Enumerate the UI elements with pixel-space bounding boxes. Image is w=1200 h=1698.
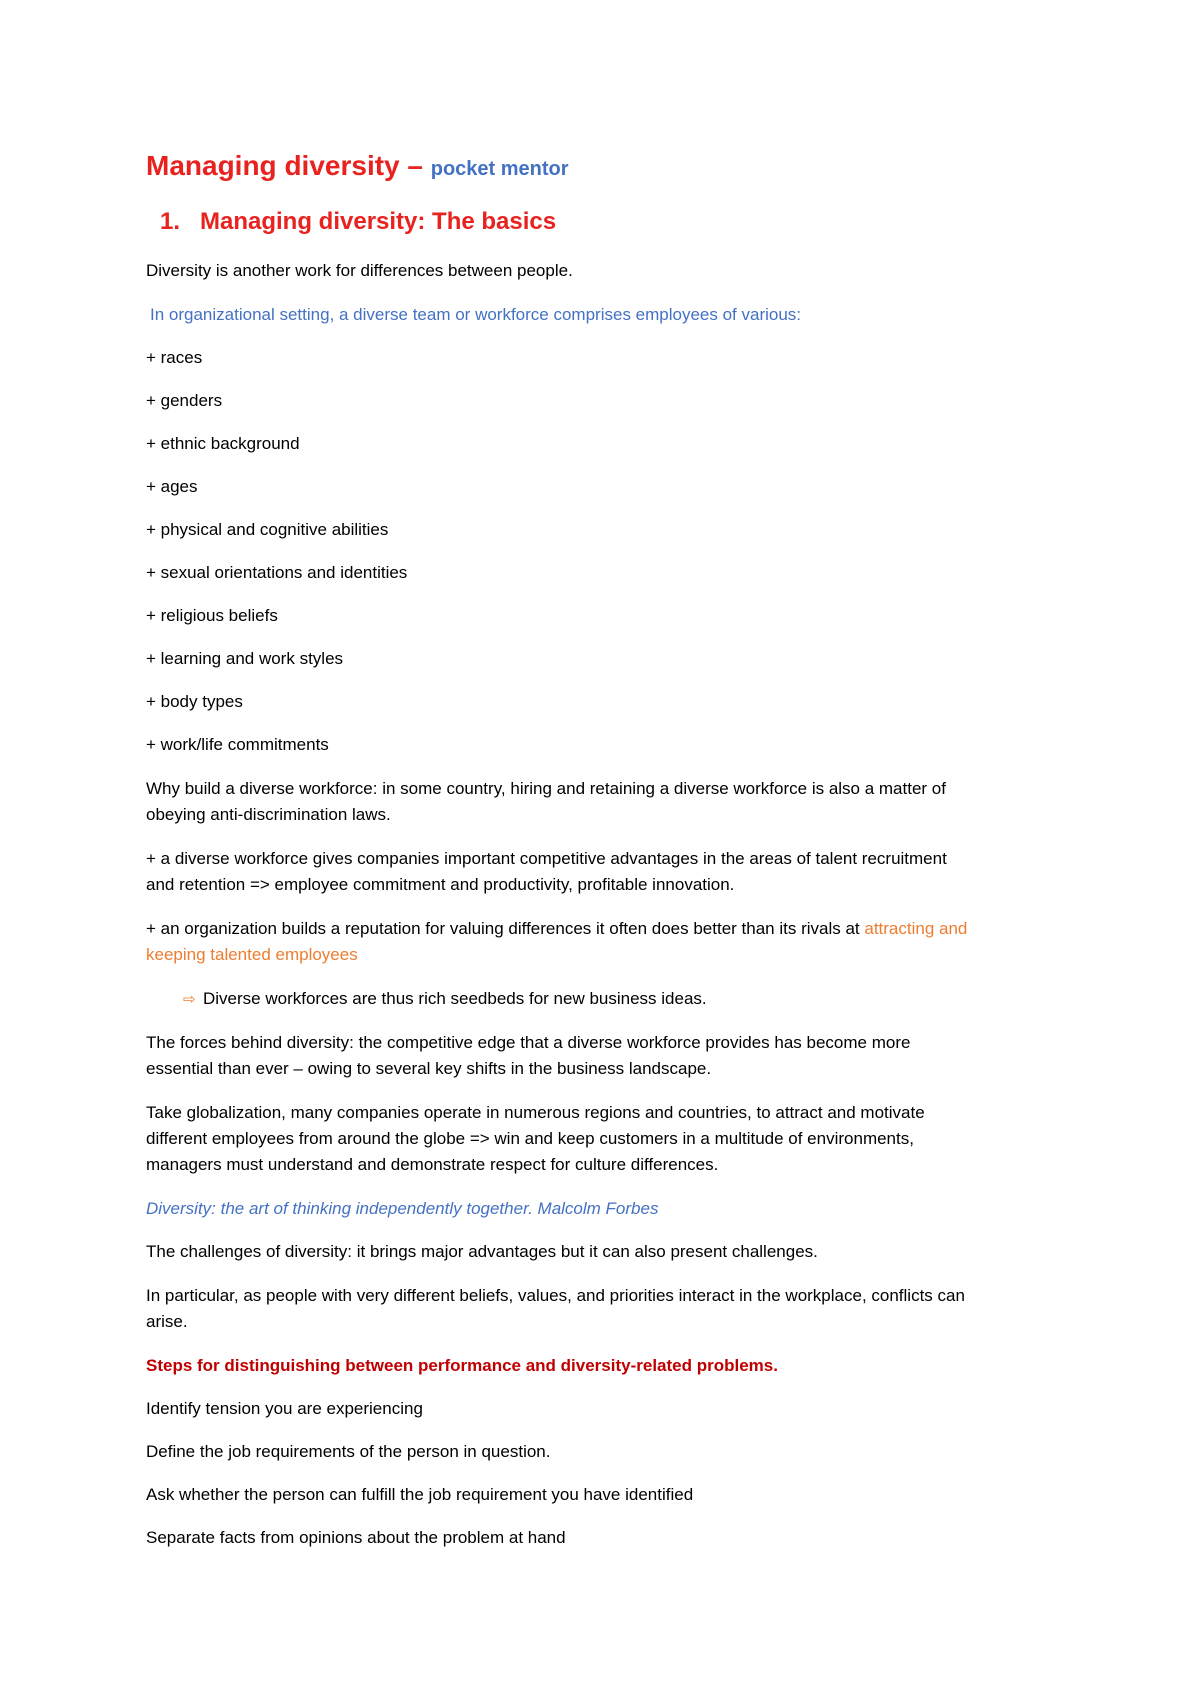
org-setting-paragraph: In organizational setting, a diverse team or workforce comprises employees of various: [150, 305, 802, 324]
reputation-paragraph-line-1 [146, 916, 967, 942]
why-paragraph-line-1: Why build a diverse workforce: in some country, hiring and retaining a diverse workforce is also a matter of [146, 779, 946, 798]
list-item: + sexual orientations and identities [146, 563, 408, 582]
list-item: + religious beliefs [146, 606, 278, 625]
steps-heading: Steps for distinguishing between performance and diversity-related problems. [146, 1356, 778, 1375]
document-title [146, 148, 569, 187]
globalization-paragraph-line-1: Take globalization, many companies operate in numerous regions and countries, to attract and motivate [146, 1103, 925, 1122]
globalization-paragraph-line-3: managers must understand and demonstrate respect for culture differences. [146, 1155, 719, 1174]
list-item: + learning and work styles [146, 649, 344, 668]
step-item: Separate facts from opinions about the problem at hand [146, 1528, 566, 1547]
step-item: Ask whether the person can fulfill the job requirement you have identified [146, 1485, 694, 1504]
list-item: + genders [146, 391, 223, 410]
forces-paragraph-line-2: essential than ever – owing to several key shifts in the business landscape. [146, 1059, 712, 1078]
arrow-bullet-item [183, 986, 707, 1013]
quote: Diversity: the art of thinking independently together. Malcolm Forbes [146, 1199, 659, 1218]
definition-paragraph: Diversity is another work for differences between people. [146, 261, 573, 280]
section-number: 1. [160, 208, 181, 235]
section-title: Managing diversity: The basics [200, 208, 557, 235]
list-item: + ages [146, 477, 198, 496]
why-paragraph-line-2: obeying anti-discrimination laws. [146, 805, 391, 824]
particular-paragraph-line-1: In particular, as people with very different beliefs, values, and priorities interact in the workplace, conflicts can [146, 1286, 965, 1305]
section-heading-1 [160, 206, 556, 238]
reputation-paragraph-line-2: keeping talented employees [146, 945, 358, 964]
list-item: + races [146, 348, 203, 367]
step-item: Define the job requirements of the person in question. [146, 1442, 551, 1461]
advantage-paragraph-line-2: and retention => employee commitment and productivity, profitable innovation. [146, 875, 735, 894]
arrow-bullet-text: Diverse workforces are thus rich seedbeds for new business ideas. [203, 989, 707, 1008]
list-item: + ethnic background [146, 434, 300, 453]
challenges-paragraph: The challenges of diversity: it brings major advantages but it can also present challenges. [146, 1242, 818, 1261]
list-item: + work/life commitments [146, 735, 329, 754]
globalization-paragraph-line-2: different employees from around the globe => win and keep customers in a multitude of environments, [146, 1129, 914, 1148]
title-main: Managing diversity – [146, 150, 431, 181]
advantage-paragraph-line-1: + a diverse workforce gives companies important competitive advantages in the areas of talent recruitment [146, 849, 947, 868]
list-item: + body types [146, 692, 243, 711]
reputation-text: + an organization builds a reputation for valuing differences it often does better than its rivals at [146, 919, 865, 938]
arrow-right-outline-icon: ⇨ [183, 991, 196, 1008]
step-item: Identify tension you are experiencing [146, 1399, 423, 1418]
particular-paragraph-line-2: arise. [146, 1312, 188, 1331]
title-subtitle: pocket mentor [430, 158, 569, 180]
reputation-highlight: attracting and [864, 919, 968, 938]
list-item: + physical and cognitive abilities [146, 520, 389, 539]
forces-paragraph-line-1: The forces behind diversity: the competitive edge that a diverse workforce provides has become more [146, 1033, 911, 1052]
